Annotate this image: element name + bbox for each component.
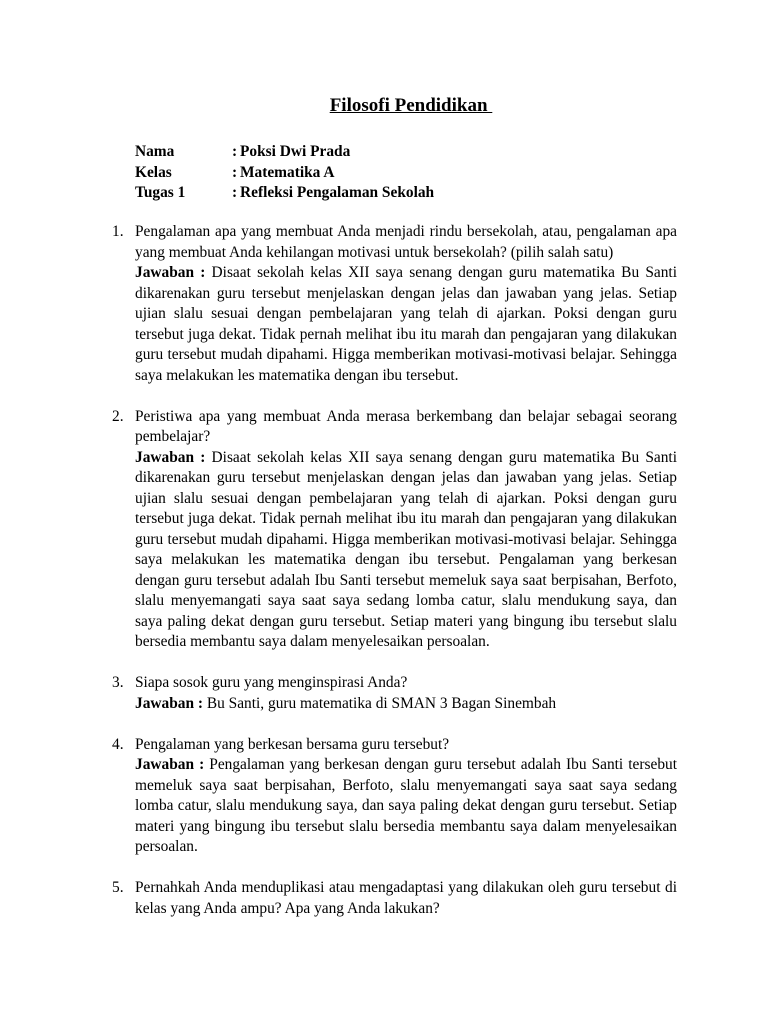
question-text: Pengalaman yang berkesan bersama guru tersebut? — [135, 735, 450, 753]
answer-label: Jawaban : — [135, 756, 205, 773]
identity-label: Tugas 1 — [135, 184, 186, 201]
answer-block — [135, 755, 677, 858]
identity-label: Nama — [135, 143, 175, 160]
identity-block — [135, 142, 434, 204]
identity-separator: : — [232, 143, 238, 160]
answer-label: Jawaban : — [135, 694, 203, 712]
question-number: 2. — [112, 407, 124, 425]
identity-separator: : — [232, 163, 238, 181]
answer-text: Disaat sekolah kelas XII saya senang dengan guru matematika Bu Santi dikarenakan guru tersebut menjelaskan dengan jelas dan jawaban yang jelas. Setiap ujian slalu sesuai dengan pembelajaran yang telah di ajarkan. Poksi dengan guru tersebut juga dekat. Tidak pernah melihat ibu itu marah dan pengajaran yang dilakukan guru tersebut mudah dipahami. Higga memberikan motivasi-motivasi belajar. Sehingga saya melakukan les matematika dengan ibu tersebut. Pengalaman yang berkesan dengan guru tersebut adalah Ibu Santi tersebut memeluk saya saat berpisahan, Berfoto, slalu menyemangati saya saat saya sedang lomba catur, slalu mendukung saya, dan saya paling dekat dengan guru tersebut. Setiap materi yang bingung ibu tersebut slalu bersedia membantu saya dalam menyelesaikan persoalan. — [135, 448, 677, 650]
identity-row-task — [135, 183, 434, 204]
question-text: Pernahkah Anda menduplikasi atau mengadaptasi yang dilakukan oleh guru tersebut di kelas yang Anda ampu? Apa yang Anda lakukan? — [135, 879, 677, 917]
identity-row-class — [135, 163, 434, 184]
question-number: 3. — [112, 674, 124, 691]
answer-block — [135, 448, 677, 653]
question-text: Siapa sosok guru yang menginspirasi Anda? — [135, 674, 408, 691]
question-item-2 — [107, 407, 677, 653]
identity-value: Poksi Dwi Prada — [240, 143, 351, 160]
answer-label: Jawaban : — [135, 448, 206, 466]
identity-value: Refleksi Pengalaman Sekolah — [240, 184, 435, 201]
question-number: 5. — [112, 879, 124, 896]
answer-text: Disaat sekolah kelas XII saya senang dengan guru matematika Bu Santi dikarenakan guru tersebut menjelaskan dengan jelas dan jawaban yang jelas. Setiap ujian slalu sesuai dengan pembelajaran yang telah di ajarkan. Poksi dengan guru tersebut juga dekat. Tidak pernah melihat ibu itu marah dan pengajaran yang dilakukan guru tersebut mudah dipahami. Higga memberikan motivasi-motivasi belajar. Sehingga saya melakukan les matematika dengan ibu tersebut. — [135, 264, 677, 384]
question-number: 1. — [112, 223, 124, 240]
identity-label: Kelas — [135, 163, 172, 181]
identity-value: Matematika A — [240, 163, 335, 181]
answer-text: Bu Santi, guru matematika di SMAN 3 Bagan Sinembah — [206, 694, 557, 712]
answer-block — [135, 694, 677, 715]
question-item-5 — [107, 878, 677, 919]
answer-text: Pengalaman yang berkesan dengan guru tersebut adalah Ibu Santi tersebut memeluk saya saat berpisahan, Berfoto, slalu menyemangati saya saat saya sedang lomba catur, slalu mendukung saya, dan saya paling dekat dengan guru tersebut. Setiap materi yang bingung ibu tersebut slalu bersedia membantu saya dalam menyelesaikan persoalan. — [135, 756, 677, 855]
answer-label: Jawaban : — [135, 264, 206, 281]
identity-row-name — [135, 142, 434, 163]
question-text: Pengalaman apa yang membuat Anda menjadi rindu bersekolah, atau, pengalaman apa yang membuat Anda kehilangan motivasi untuk bersekolah? (pilih salah satu) — [135, 223, 677, 261]
answer-block — [135, 263, 677, 386]
question-list — [107, 222, 677, 940]
question-text: Peristiwa apa yang membuat Anda merasa berkembang dan belajar sebagai seorang pembelajar? — [135, 407, 677, 445]
question-item-1 — [107, 222, 677, 386]
question-item-4 — [107, 735, 677, 858]
identity-separator: : — [232, 184, 238, 201]
document-title: Filosofi Pendidikan — [329, 95, 493, 116]
question-item-3 — [107, 673, 677, 714]
question-number: 4. — [112, 735, 124, 753]
